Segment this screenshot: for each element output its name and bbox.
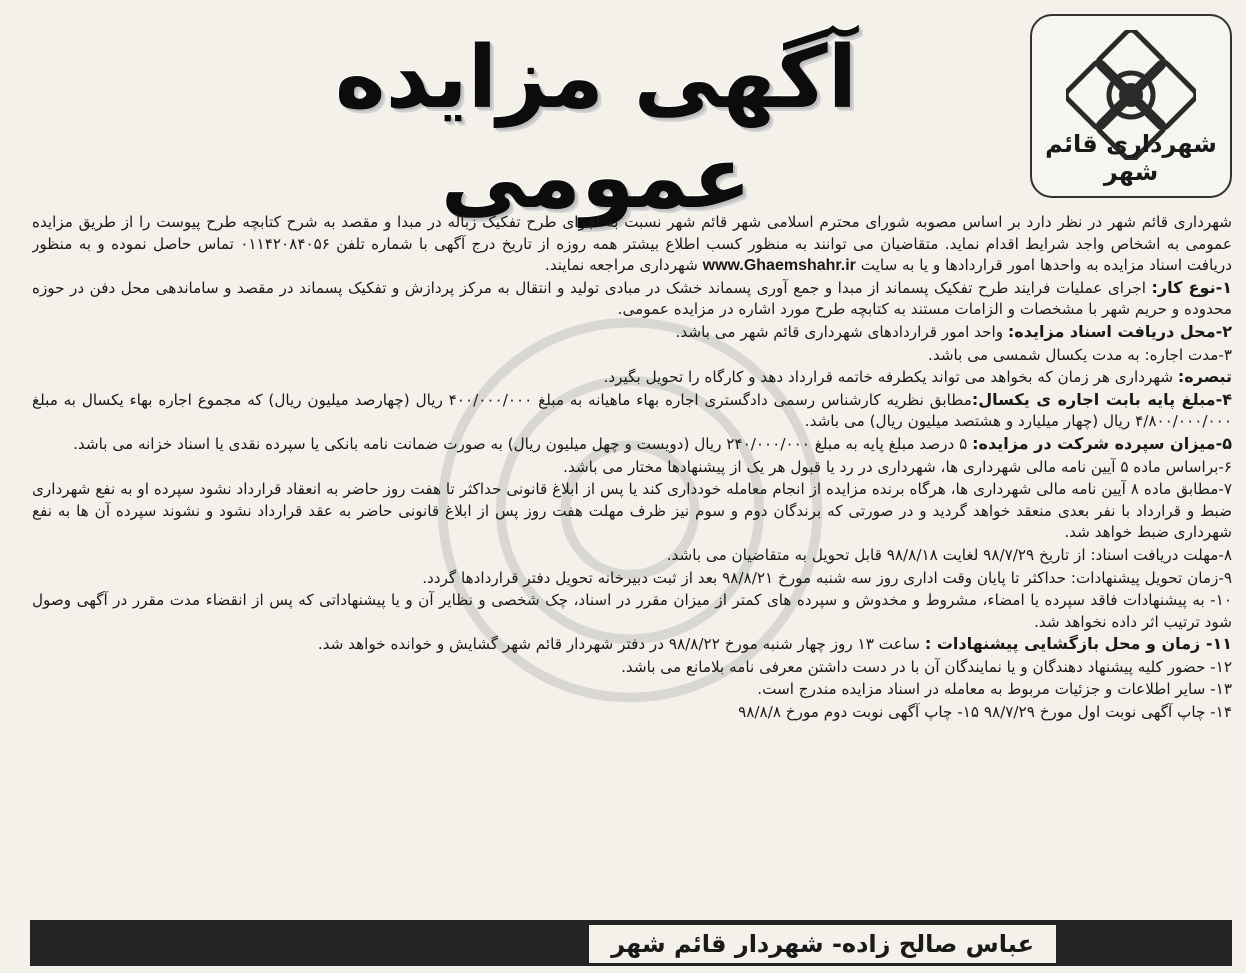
item-text: شهرداری هر زمان که بخواهد می تواند یکطرفه خاتمه قرارداد دهد و کارگاه را تحویل بگیرد. [603,368,1174,387]
item-label: ۵-میزان سپرده شرکت در مزایده: [972,433,1232,453]
notice-title: آگهی مزایده عمومی [334,28,858,228]
item-text: مطابق نظریه کارشناس رسمی دادگستری اجاره بهاء ماهیانه به مبلغ ۴۰۰/۰۰۰/۰۰۰ ریال (چهارصد میلیون ریال) که مجموع اجاره بهاء یکسال به مبلغ ۴/۸۰۰/۰۰۰/۰۰۰ ریال (چهار میلیارد و هشتصد میلیون ریال) می باشد. [32,390,1232,431]
item-text: ۶-براساس ماده ۵ آیین نامه مالی شهرداری ها، شهرداری در رد یا قبول هر یک از پیشنهادها مختار می باشد. [563,457,1232,476]
item-text: ۵ درصد مبلغ پایه به مبلغ ۲۴۰/۰۰۰/۰۰۰ ریال (دویست و چهل میلیون ریال) به صورت ضمانت نامه بانکی یا سپرده نقدی یا اسناد خزانه می باشد. [73,434,968,453]
list-item [32,433,1232,456]
list-item [32,633,1232,656]
list-item [32,678,1232,701]
item-text: ۷-مطابق ماده ۸ آیین نامه مالی شهرداری ها، هرگاه برنده مزایده از انجام معامله خودداری کند یا پس از ابلاغ قانونی حداکثر تا هفت روز حاضر به انعقاد قرارداد نشود سپرده او به نفع شهرداری ضبط و قرارداد با نفر بعدی منعقد خواهد گردید و در صورتی که برندگان دوم و سوم نیز ظرف مهلت هفت روز پس از ابلاغ قانونی حاضر به عقد قرارداد نشود و نشوند سپرده آن ها به نفع شهرداری ضبط خواهد شد. [32,480,1232,542]
item-text: واحد امور قراردادهای شهرداری قائم شهر می باشد. [675,322,1004,341]
list-item [32,344,1232,367]
mayor-signature: عباس صالح زاده- شهردار قائم شهر [589,925,1056,963]
notice-header [0,0,1246,228]
list-item [32,567,1232,590]
item-text: ۳-مدت اجاره: به مدت یکسال شمسی می باشد. [928,345,1232,364]
website-link[interactable]: www.Ghaemshahr.ir [702,257,856,275]
list-item [32,656,1232,679]
list-item [32,544,1232,567]
list-item [32,456,1232,479]
item-text: ساعت ۱۳ روز چهار شنبه مورخ ۹۸/۸/۲۲ در دفتر شهردار قائم شهر گشایش و خوانده خواهد شد. [317,635,921,654]
item-label: ۲-محل دریافت اسناد مزایده: [1007,321,1232,341]
list-item [32,366,1232,389]
intro-text-a: شهرداری قائم شهر در نظر دارد بر اساس مصوبه شورای محترم اسلامی شهر قائم شهر نسبت به اجرای طرح تفکیک زباله در مبدا و مقصد به شرح کتابچه طرح پیوست را از طریق مزایده عمومی به اشخاص واجد شرایط اقدام نماید. متقاضیان می توانند به منظور کسب اطلاع بیشتر همه روزه از تاریخ درج آگهی با شماره تلفن ۰۱۱۴۲۰۸۴۰۵۶ تماس حاصل نموده و به منظور دریافت اسناد مزایده به واحدها امور قراردادها و یا به سایت [32,213,1232,275]
item-label: ۴-مبلغ پایه بابت اجاره ی یکسال: [971,389,1232,409]
item-text: ۹-زمان تحویل پیشنهادات: حداکثر تا پایان وقت اداری روز سه شنبه مورخ ۹۸/۸/۲۱ بعد از ثبت دبیرخانه تحویل دفتر قراردادها گردد. [422,568,1232,587]
list-item [32,321,1232,344]
item-text: ۱۲- حضور کلیه پیشنهاد دهندگان و یا نمایندگان آن با در دست داشتن معرفی نامه بلامانع می باشد. [621,657,1232,676]
item-label: ۱۱- زمان و محل بازگشایی پیشنهادات : [924,634,1232,654]
list-item [32,589,1232,633]
item-text: ۸-مهلت دریافت اسناد: از تاریخ ۹۸/۷/۲۹ لغایت ۹۸/۸/۱۸ قابل تحویل به متقاضیان می باشد. [666,545,1232,564]
item-text: ۱۴- چاپ آگهی نوبت اول مورخ ۹۸/۷/۲۹ ۱۵- چاپ آگهی نوبت دوم مورخ ۹۸/۸/۸ [738,703,1232,722]
intro-paragraph [32,212,1232,277]
list-item [32,478,1232,544]
list-item [32,389,1232,433]
item-text: ۱۳- سایر اطلاعات و جزئیات مربوط به معامله در اسناد مزایده مندرج است. [757,680,1232,699]
item-text: ۱۰- به پیشنهادات فاقد سپرده یا امضاء، مشروط و مخدوش و سپرده های کمتر از میزان مقرر در اسناد، چک شخصی و نظایر آن و یا پیشنهاداتی که پس از انقضاء مدت مقرر در آگهی وصول شود ترتیب اثر داده نخواهد شد. [32,591,1232,631]
item-text: اجرای عملیات فرایند طرح تفکیک پسماند از مبدا و جمع آوری پسماند خشک در مبادی تولید و انتقال به مرکز پردازش و تفکیک پسماند در مقصد و ساماندهی محل دفن در حوزه محدوده و حریم شهر با مشخصات و الزامات مستند به کتابچه طرح مورد اشاره در مزایده عمومی. [32,278,1232,319]
list-item [32,277,1232,321]
notice-body [32,212,1232,902]
municipality-logo [1030,14,1232,198]
list-item [32,701,1232,724]
item-label: تبصره: [1177,367,1232,387]
intro-text-b: شهرداری مراجعه نمایند. [545,256,698,275]
item-label: ۱-نوع کار: [1151,277,1232,297]
logo-caption: شهرداری قائم شهر [1045,130,1217,186]
